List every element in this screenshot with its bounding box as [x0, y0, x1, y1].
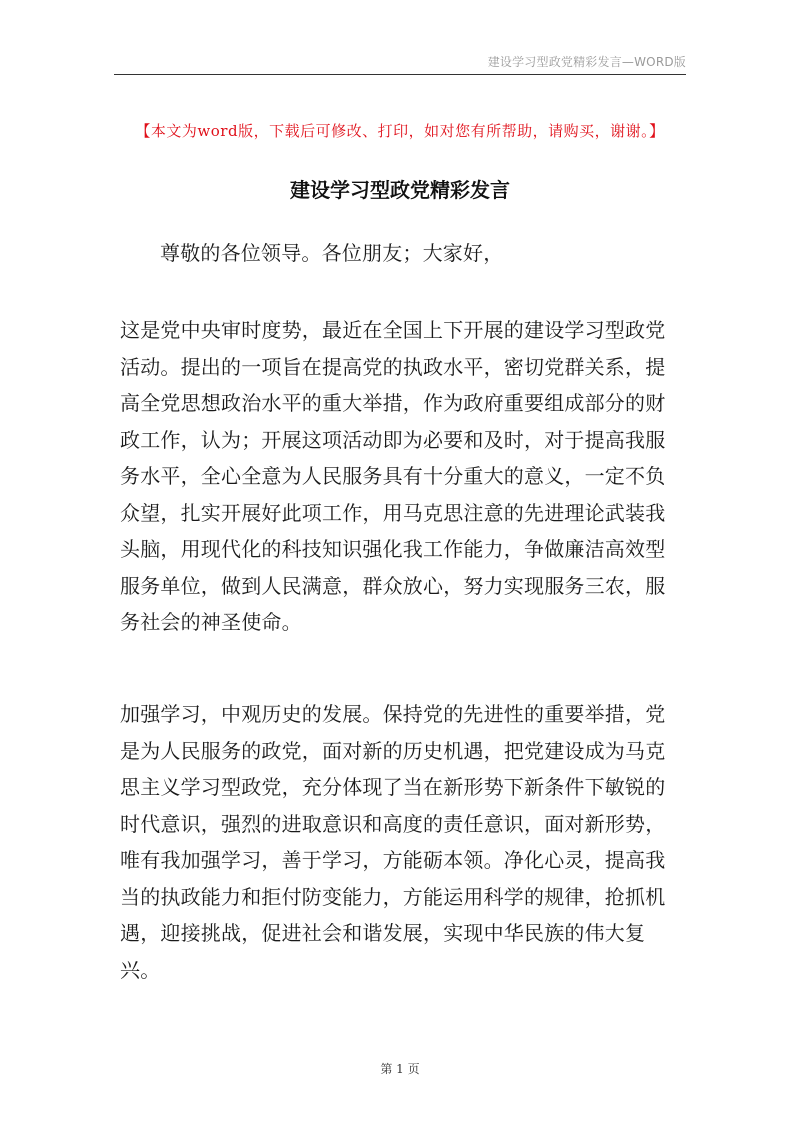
- greeting-paragraph: 尊敬的各位领导。各位朋友；大家好，: [160, 241, 504, 265]
- header-divider: [114, 74, 686, 75]
- page-number: 第 1 页: [380, 1062, 420, 1076]
- purchase-notice: 【本文为word版，下载后可修改、打印，如对您有所帮助，请购买，谢谢。】: [135, 122, 665, 140]
- document-title: 建设学习型政党精彩发言: [290, 178, 510, 202]
- body-paragraph-2: 加强学习，中观历史的发展。保持党的先进性的重要举措，党是为人民服务的政党，面对新的历史机遇，把党建设成为马克思主义学习型政党，充分体现了当在新形势下新条件下敏锐的时代意识，强烈的进取意识和高度的责任意识，面对新形势，唯有我加强学习，善于学习，方能砺本领。净化心灵，提高我当的执政能力和拒付防变能力，方能运用科学的规律，抢抓机遇，迎接挑战，促进社会和谐发展，实现中华民族的伟大复兴。: [120, 702, 666, 982]
- header-title: 建设学习型政党精彩发言—WORD版: [487, 55, 686, 69]
- body-paragraph-1: 这是党中央审时度势，最近在全国上下开展的建设学习型政党活动。提出的一项旨在提高党的执政水平，密切党群关系，提高全党思想政治水平的重大举措，作为政府重要组成部分的财政工作，认为；开展这项活动即为必要和及时，对于提高我服务水平，全心全意为人民服务具有十分重大的意义，一定不负众望，扎实开展好此项工作，用马克思注意的先进理论武装我头脑，用现代化的科技知识强化我工作能力，争做廉洁高效型服务单位，做到人民满意，群众放心，努力实现服务三农，服务社会的神圣使命。: [120, 318, 666, 634]
